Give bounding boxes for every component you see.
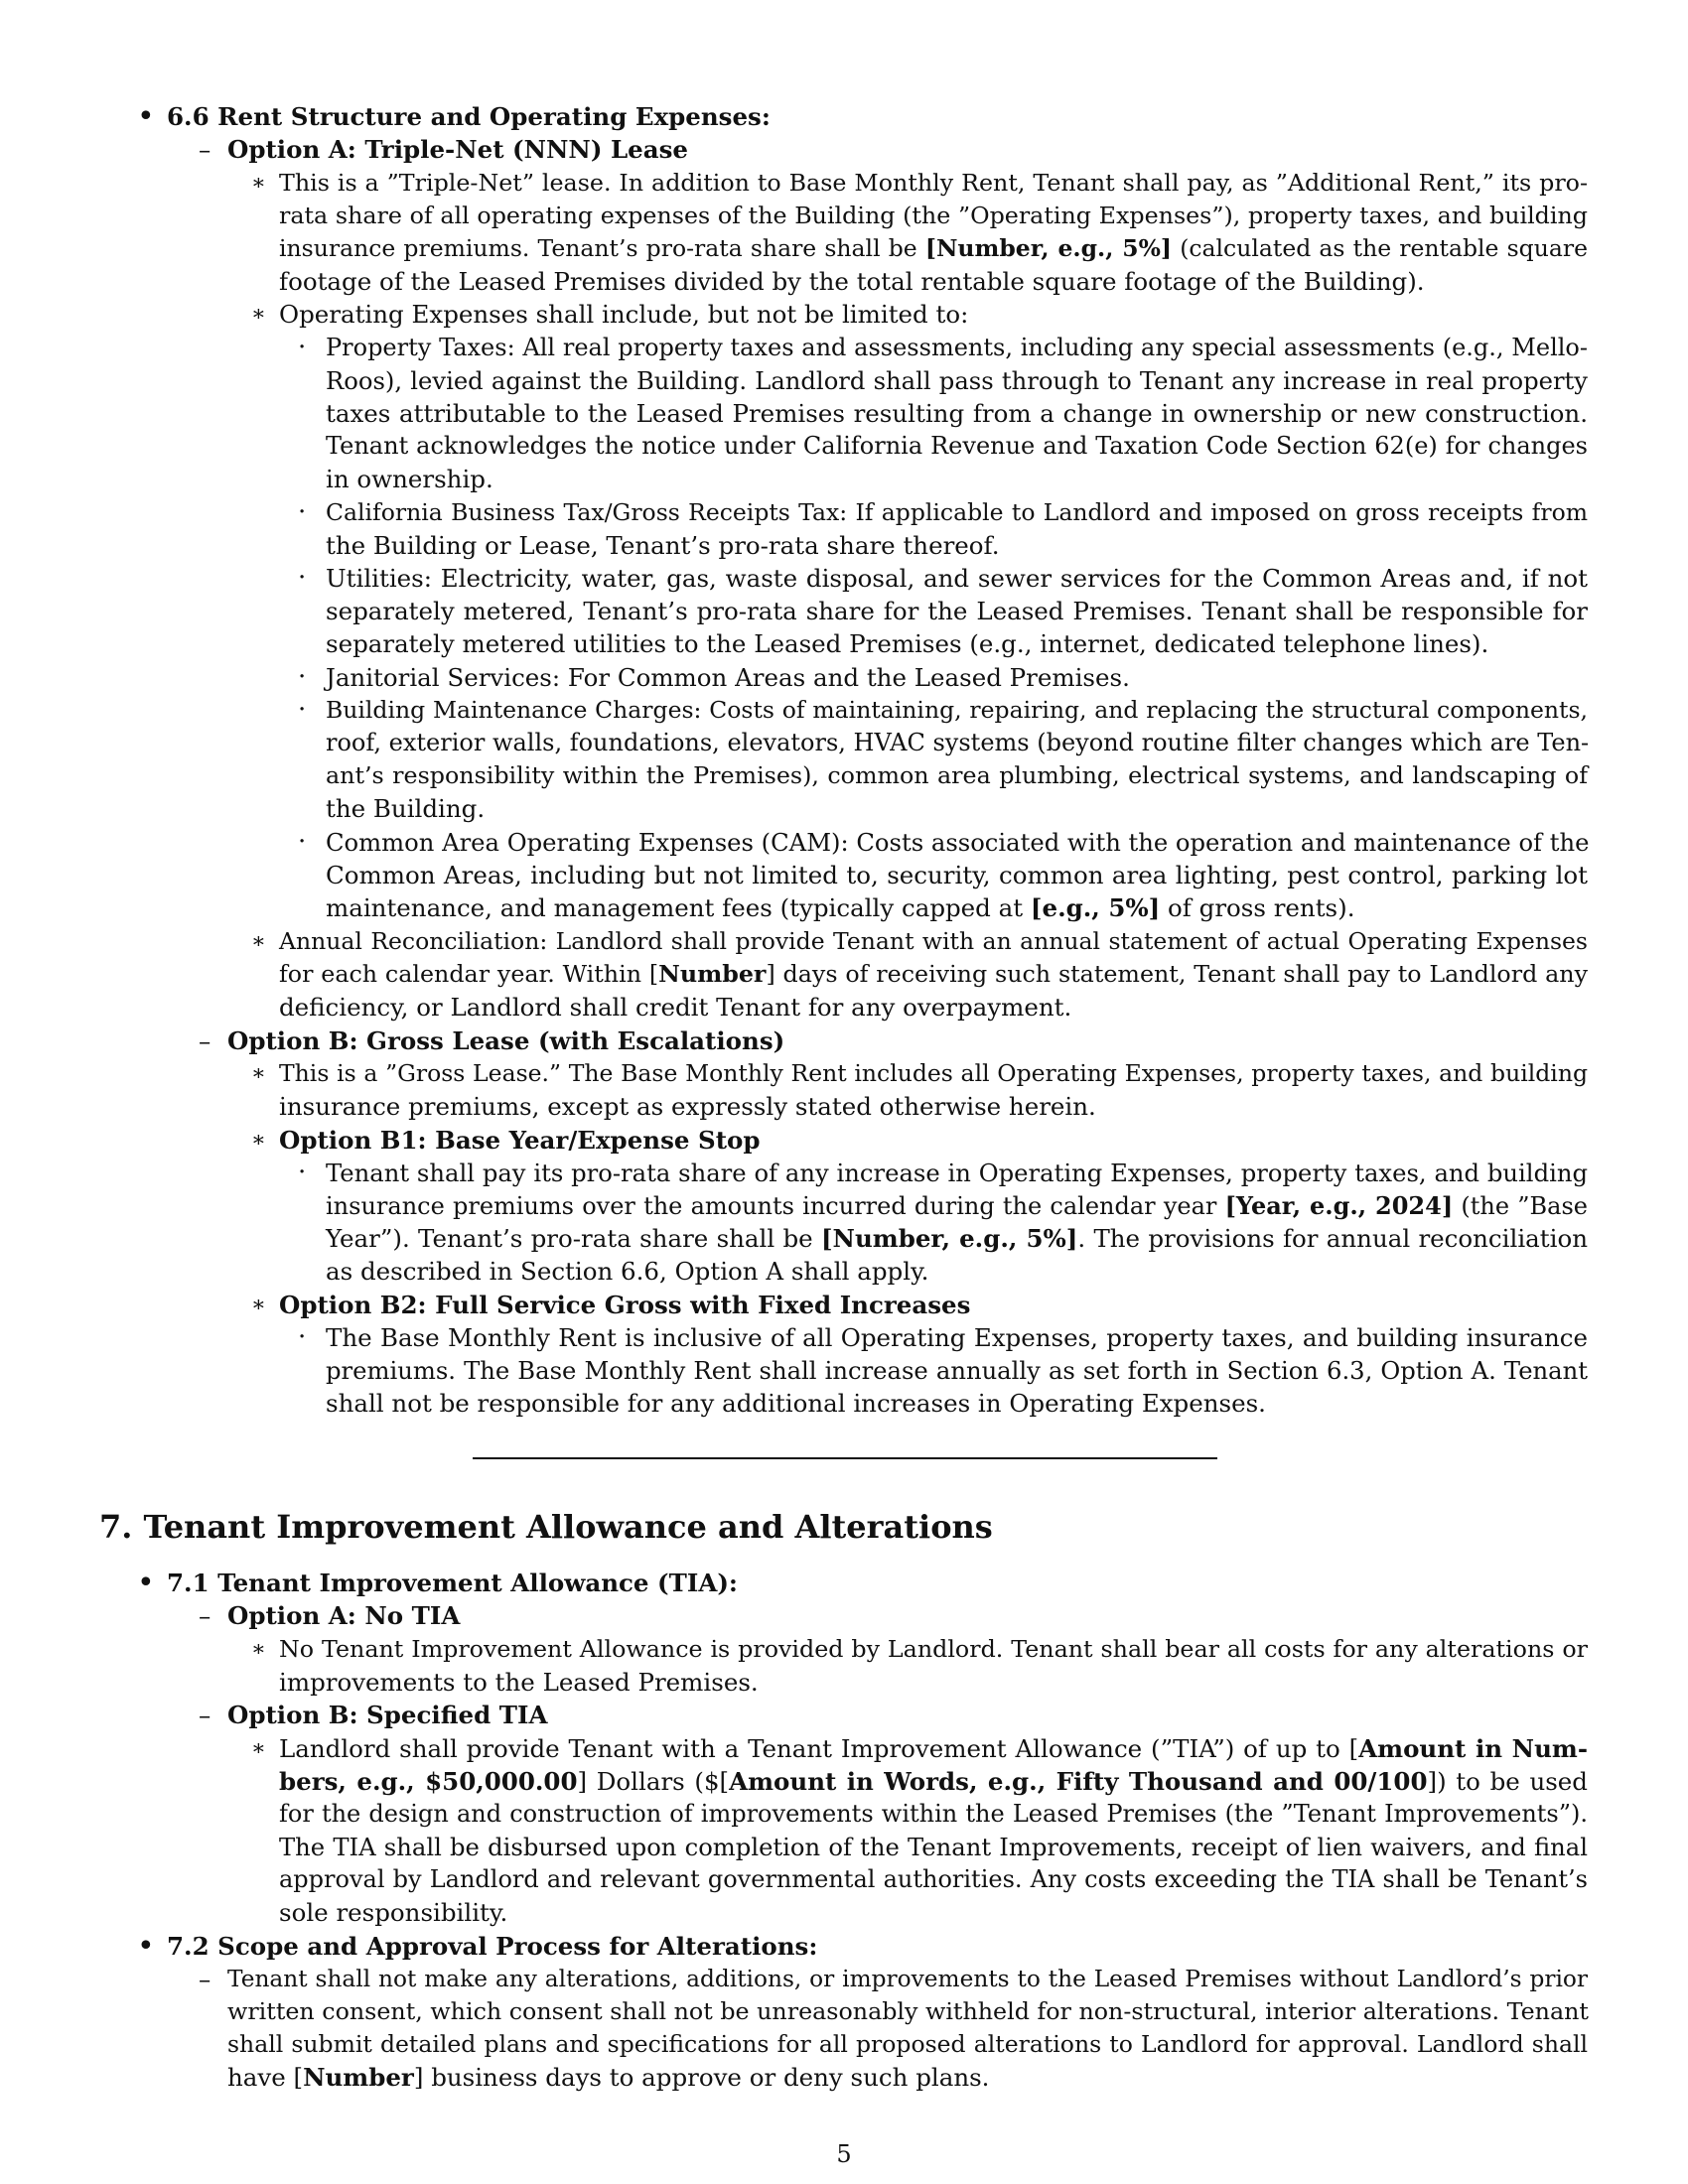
property-taxes-line: Tenant acknowledges the notice under California Revenue and Taxation Code Section 62(e) for changes: [326, 432, 1588, 460]
asterisk-marker: ∗: [251, 1736, 266, 1761]
page-number: 5: [836, 2140, 852, 2168]
asterisk-marker: ∗: [251, 302, 266, 327]
alterations-line: shall submit detailed plans and specifications for all proposed alterations to Landlord for approval. Landlord shall: [227, 2030, 1588, 2058]
specified-tia-line: The TIA shall be disbursed upon completion of the Tenant Improvements, receipt of lien waivers, and final: [279, 1833, 1588, 1861]
business-tax-line: the Building or Lease, Tenant’s pro-rata share thereof.: [326, 531, 1000, 560]
dot-marker: ·: [298, 1158, 307, 1187]
horizontal-rule: [473, 1457, 1217, 1459]
specified-tia-line: sole responsibility.: [279, 1898, 508, 1927]
specified-tia-line: approval by Landlord and relevant governmental authorities. Any costs exceeding the TIA shall be Tenant’s: [279, 1865, 1588, 1893]
dash-marker: –: [199, 1965, 211, 1993]
asterisk-marker: ∗: [251, 1128, 266, 1153]
asterisk-marker: ∗: [251, 1293, 266, 1317]
tia-option-a-title: Option A: No TIA: [227, 1601, 461, 1630]
section-7-heading: 7. Tenant Improvement Allowance and Alterations: [99, 1508, 993, 1546]
asterisk-marker: ∗: [251, 1637, 266, 1662]
gross-lease-line: This is a ”Gross Lease.” The Base Monthly Rent includes all Operating Expenses, property taxes, and building: [279, 1059, 1588, 1087]
section-7-1-title: 7.1 Tenant Improvement Allowance (TIA):: [167, 1569, 738, 1597]
dash-marker: –: [199, 1601, 211, 1630]
reconciliation-line: for each calendar year. Within [Number] days of receiving such statement, Tenant shall pay to Landlord any: [279, 960, 1589, 988]
alterations-line: have [Number] business days to approve or deny such plans.: [227, 2063, 990, 2092]
bullet-marker: •: [137, 1566, 155, 1600]
nnn-paragraph-line: footage of the Leased Premises divided by the total rentable square footage of the Building).: [279, 267, 1425, 296]
nnn-paragraph-line: This is a ”Triple-Net” lease. In addition to Base Monthly Rent, Tenant shall pay, as ”Additional Rent,” its pro-: [279, 169, 1588, 197]
maintenance-line: the Building.: [326, 794, 486, 823]
cam-line: Common Area Operating Expenses (CAM): Costs associated with the operation and maintenance of the: [326, 828, 1590, 857]
section-7-2-title: 7.2 Scope and Approval Process for Alterations:: [167, 1932, 818, 1961]
dot-marker: ·: [298, 497, 307, 527]
section-6-6-title: 6.6 Rent Structure and Operating Expenses:: [167, 102, 771, 131]
property-taxes-line: taxes attributable to the Leased Premises resulting from a change in ownership or new construction.: [326, 399, 1588, 428]
gross-lease-line: insurance premiums, except as expressly stated otherwise herein.: [279, 1092, 1096, 1121]
asterisk-marker: ∗: [251, 171, 266, 196]
business-tax-line: California Business Tax/Gross Receipts Tax: If applicable to Landlord and imposed on gross receipts from: [326, 498, 1588, 526]
dash-marker: –: [199, 1701, 211, 1729]
no-tia-line: improvements to the Leased Premises.: [279, 1668, 759, 1697]
tia-option-b-title: Option B: Specified TIA: [227, 1701, 548, 1729]
option-b-title: Option B: Gross Lease (with Escalations): [227, 1026, 785, 1055]
specified-tia-line: Landlord shall provide Tenant with a Tenant Improvement Allowance (”TIA”) of up to [Amount in Num-: [279, 1734, 1588, 1763]
base-year-line: Tenant shall pay its pro-rata share of any increase in Operating Expenses, property taxes, and building: [326, 1159, 1588, 1187]
base-year-line: Year”). Tenant’s pro-rata share shall be [Number, e.g., 5%]. The provisions for annual reconciliation: [326, 1224, 1588, 1253]
option-b2-title: Option B2: Full Service Gross with Fixed Increases: [279, 1291, 971, 1319]
dot-marker: ·: [298, 695, 307, 725]
full-service-line: The Base Monthly Rent is inclusive of all Operating Expenses, property taxes, and building insurance: [326, 1323, 1588, 1352]
nnn-paragraph-line: rata share of all operating expenses of the Building (the ”Operating Expenses”), property taxes, and building: [279, 202, 1588, 229]
full-service-line: premiums. The Base Monthly Rent shall increase annually as set forth in Section 6.3, Option A. Tenant: [326, 1356, 1588, 1385]
janitorial-line: Janitorial Services: For Common Areas and the Leased Premises.: [326, 663, 1130, 692]
dash-marker: –: [199, 1026, 211, 1055]
alterations-line: written consent, which consent shall not be unreasonably withheld for non-structural, interior alterations. Tenant: [227, 1997, 1589, 2025]
asterisk-marker: ∗: [251, 929, 266, 954]
no-tia-line: No Tenant Improvement Allowance is provided by Landlord. Tenant shall bear all costs for any alterations or: [279, 1635, 1588, 1663]
base-year-line: as described in Section 6.6, Option A shall apply.: [326, 1257, 929, 1286]
bullet-marker: •: [137, 1929, 155, 1964]
specified-tia-line: for the design and construction of improvements within the Leased Premises (the ”Tenant Improvements”).: [279, 1800, 1588, 1828]
maintenance-line: Building Maintenance Charges: Costs of maintaining, repairing, and replacing the structural components,: [326, 696, 1588, 724]
option-b1-title: Option B1: Base Year/Expense Stop: [279, 1126, 761, 1155]
alterations-line: Tenant shall not make any alterations, additions, or improvements to the Leased Premises without Landlord’s prior: [227, 1966, 1588, 1992]
dot-marker: ·: [298, 563, 307, 593]
operating-expenses-intro: Operating Expenses shall include, but not be limited to:: [279, 300, 969, 329]
dot-marker: ·: [298, 333, 307, 362]
dash-marker: –: [199, 135, 211, 164]
dot-marker: ·: [298, 827, 307, 857]
property-taxes-line: Property Taxes: All real property taxes and assessments, including any special assessments (e.g., Mello-: [326, 334, 1588, 361]
cam-line: Common Areas, including but not limited to, security, common area lighting, pest control, parking lot: [326, 861, 1588, 889]
dot-marker: ·: [298, 662, 307, 692]
utilities-line: separately metered, Tenant’s pro-rata share for the Leased Premises. Tenant shall be responsible for: [326, 597, 1588, 625]
utilities-line: Utilities: Electricity, water, gas, waste disposal, and sewer services for the Common Areas and, if not: [326, 564, 1588, 593]
bullet-marker: •: [137, 99, 155, 134]
utilities-line: separately metered utilities to the Leased Premises (e.g., internet, dedicated telephone lines).: [326, 629, 1489, 658]
maintenance-line: roof, exterior walls, foundations, elevators, HVAC systems (beyond routine filter changes which are Ten-: [326, 729, 1590, 756]
asterisk-marker: ∗: [251, 1061, 266, 1086]
property-taxes-line: Roos), levied against the Building. Landlord shall pass through to Tenant any increase in real property: [326, 366, 1588, 395]
specified-tia-line: bers, e.g., $50,000.00] Dollars ($[Amount in Words, e.g., Fifty Thousand and 00/100]) to be used: [279, 1767, 1588, 1796]
cam-line: maintenance, and management fees (typically capped at [e.g., 5%] of gross rents).: [326, 893, 1355, 922]
full-service-line: shall not be responsible for any additional increases in Operating Expenses.: [326, 1389, 1266, 1418]
maintenance-line: ant’s responsibility within the Premises), common area plumbing, electrical systems, and landscaping of: [326, 761, 1588, 789]
nnn-paragraph-line: insurance premiums. Tenant’s pro-rata share shall be [Number, e.g., 5%] (calculated as the rentable square: [279, 234, 1588, 262]
property-taxes-line: in ownership.: [326, 465, 493, 493]
base-year-line: insurance premiums over the amounts incurred during the calendar year [Year, e.g., 2024] (the ”Base: [326, 1191, 1588, 1220]
reconciliation-line: deficiency, or Landlord shall credit Tenant for any overpayment.: [279, 993, 1072, 1022]
dot-marker: ·: [298, 1322, 307, 1352]
option-a-title: Option A: Triple-Net (NNN) Lease: [227, 135, 689, 164]
reconciliation-line: Annual Reconciliation: Landlord shall provide Tenant with an annual statement of actual Operating Expenses: [279, 927, 1588, 955]
